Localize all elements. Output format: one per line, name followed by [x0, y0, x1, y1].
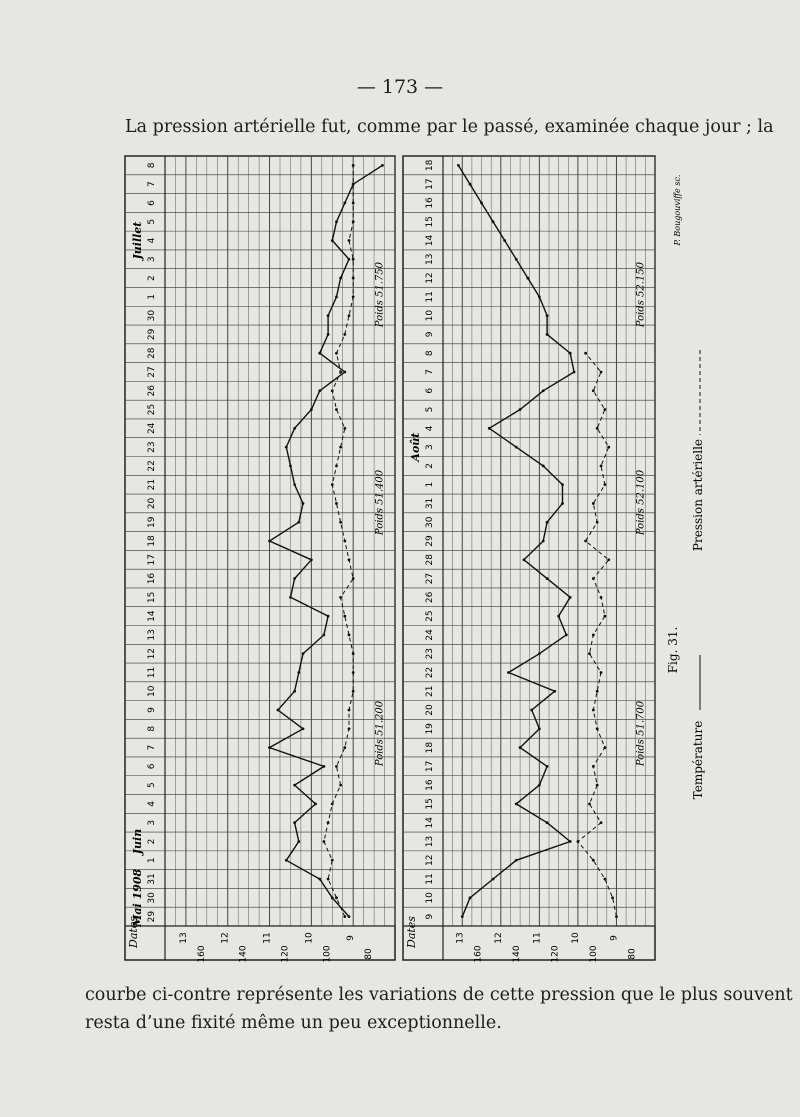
pression-point [488, 427, 491, 430]
ta-tick-label: 10 [570, 932, 581, 944]
date-tick-label: 8 [147, 162, 157, 169]
temperature-point [348, 558, 351, 561]
date-tick-label: 22 [425, 666, 435, 679]
temperature-point [592, 502, 595, 505]
temperature-point [343, 915, 346, 918]
pression-point [557, 615, 560, 618]
date-tick-label: 19 [147, 516, 157, 528]
temperature-point [603, 878, 606, 881]
pression-point [302, 727, 305, 730]
temperature-point [600, 464, 603, 467]
pression-point [343, 371, 346, 374]
date-tick-label: 13 [147, 629, 157, 641]
temperature-point [352, 277, 355, 280]
pression-point [569, 352, 572, 355]
temperature-point [592, 765, 595, 768]
temperature-point [323, 840, 326, 843]
pression-point [327, 615, 330, 618]
date-tick-label: 11 [425, 291, 435, 303]
date-tick-label: 22 [147, 460, 157, 472]
date-tick-label: 17 [147, 554, 157, 566]
date-tick-label: 29 [425, 535, 435, 547]
date-tick-label: 17 [425, 178, 435, 190]
date-tick-label: 1 [147, 857, 157, 864]
pression-point [538, 727, 541, 730]
date-tick-label: 9 [147, 707, 157, 713]
pression-point [538, 652, 541, 655]
pression-point [327, 333, 330, 336]
temperature-point [335, 502, 338, 505]
temperature-point [600, 371, 603, 374]
temperature-point [600, 596, 603, 599]
pression-point [323, 634, 326, 637]
pression-point [542, 464, 545, 467]
pression-point [542, 540, 545, 543]
temperature-point [607, 558, 610, 561]
temperature-point [335, 765, 338, 768]
date-tick-label: 1 [425, 481, 435, 488]
temperature-point [352, 295, 355, 298]
temperature-point [592, 389, 595, 392]
pression-point [546, 314, 549, 317]
pression-point [318, 878, 321, 881]
pression-point [546, 577, 549, 580]
ta-tick-label: 11 [532, 932, 543, 944]
temperature-point [352, 220, 355, 223]
rotated-chart-figure [95, 150, 735, 968]
temperature-point [352, 690, 355, 693]
temperature-point [335, 352, 338, 355]
temperature-point [592, 577, 595, 580]
date-tick-label: 12 [425, 854, 435, 866]
temperature-point [352, 652, 355, 655]
pression-line [270, 165, 386, 916]
date-tick-label: 29 [147, 910, 157, 923]
temperature-point [343, 427, 346, 430]
pression-point [327, 314, 330, 317]
pression-point [519, 746, 522, 749]
date-tick-label: 21 [425, 685, 435, 697]
temperature-point [588, 652, 591, 655]
date-tick-label: 6 [147, 763, 157, 770]
pression-point [318, 389, 321, 392]
pression-point [519, 408, 522, 411]
pression-point [515, 446, 518, 449]
pression-point [293, 427, 296, 430]
date-tick-label: 25 [147, 403, 157, 416]
date-tick-label: 9 [425, 331, 435, 338]
pression-point [546, 333, 549, 336]
temperature-point [352, 671, 355, 674]
temperature-point [352, 164, 355, 167]
legend-pression: Pression artérielle [691, 438, 705, 552]
date-tick-label: 5 [425, 406, 435, 413]
date-tick-label: 28 [147, 347, 157, 359]
date-tick-label: 20 [425, 704, 435, 716]
date-tick-label: 5 [147, 218, 157, 225]
pression-point [461, 915, 464, 918]
pression-point [507, 671, 510, 674]
pression-point [546, 521, 549, 524]
pression-point [293, 784, 296, 787]
pression-point [289, 464, 292, 467]
temperature-point [603, 746, 606, 749]
date-tick-label: 23 [425, 647, 435, 660]
temperature-point [331, 389, 334, 392]
pression-point [515, 258, 518, 261]
pression-point [310, 558, 313, 561]
p-tick-label: 80 [627, 948, 638, 960]
pression-point [331, 239, 334, 242]
pression-point [515, 859, 518, 862]
date-tick-label: 2 [147, 275, 157, 281]
pression-point [546, 765, 549, 768]
pression-point [480, 202, 483, 205]
pression-point [457, 164, 460, 167]
pression-point [542, 389, 545, 392]
date-tick-label: 5 [147, 782, 157, 789]
month-label: Mai 1908 [131, 868, 144, 927]
panel-frame [403, 156, 655, 963]
temperature-point [339, 784, 342, 787]
date-tick-label: 14 [147, 610, 157, 622]
temperature-point [603, 483, 606, 486]
temperature-point [603, 615, 606, 618]
date-tick-label: 7 [425, 369, 435, 375]
temperature-point [584, 352, 587, 355]
pression-point [469, 896, 472, 899]
temperature-point [348, 239, 351, 242]
date-tick-label: 20 [147, 497, 157, 510]
header-dates: Dates [405, 916, 418, 948]
weight-annotation: Poids 51.200 [374, 700, 386, 767]
pression-point [553, 690, 556, 693]
temperature-point [603, 408, 606, 411]
temperature-point [596, 727, 599, 730]
ta-tick-label: 12 [493, 932, 504, 944]
pression-point [293, 577, 296, 580]
pression-point [530, 709, 533, 712]
date-tick-label: 31 [425, 497, 435, 510]
pression-point [348, 258, 351, 261]
pression-point [526, 277, 529, 280]
temperature-point [339, 596, 342, 599]
ta-tick-label: 13 [455, 932, 466, 944]
temperature-point [596, 784, 599, 787]
date-tick-label: 26 [425, 591, 435, 604]
pression-point [268, 746, 271, 749]
weight-annotation: Poids 51.700 [635, 700, 647, 767]
date-tick-label: 8 [147, 725, 157, 732]
date-tick-label: 10 [425, 892, 435, 904]
date-tick-label: 24 [147, 422, 157, 435]
temperature-point [335, 896, 338, 899]
temperature-point [343, 615, 346, 618]
temperature-point [600, 821, 603, 824]
date-tick-label: 23 [147, 441, 157, 453]
temperature-point [607, 446, 610, 449]
figure-caption: Fig. 31. [666, 626, 680, 674]
date-tick-label: 3 [425, 444, 435, 450]
date-tick-label: 18 [425, 159, 435, 172]
date-tick-label: 15 [425, 798, 435, 810]
p-tick-label: 100 [588, 945, 599, 963]
p-tick-label: 80 [364, 948, 375, 960]
pression-point [523, 558, 526, 561]
pression-point [285, 446, 288, 449]
body-text-top: La pression artérielle fut, comme par le passé, examinée chaque jour ; la [125, 117, 774, 137]
weight-annotation: Poids 51.400 [374, 469, 386, 536]
legend-temperature: Température [691, 720, 705, 800]
temperature-point [352, 202, 355, 205]
date-tick-label: 4 [147, 801, 157, 807]
temperature-point [335, 408, 338, 411]
temperature-point [611, 896, 614, 899]
pression-point [289, 596, 292, 599]
date-tick-label: 15 [425, 216, 435, 228]
temperature-point [348, 709, 351, 712]
date-tick-label: 24 [425, 629, 435, 641]
date-tick-label: 4 [147, 237, 157, 244]
p-tick-label: 160 [473, 945, 484, 963]
month-label: Juin [131, 828, 144, 855]
weight-annotation: Poids 52.100 [635, 469, 647, 536]
body-text-bottom-2: resta d’une fixité même un peu exceptionnelle. [85, 1013, 502, 1033]
p-tick-label: 100 [322, 945, 333, 963]
date-tick-label: 30 [147, 892, 157, 904]
date-tick-label: 12 [425, 272, 435, 284]
pression-point [323, 765, 326, 768]
pression-point [492, 878, 495, 881]
date-tick-label: 13 [425, 835, 435, 848]
pression-point [302, 502, 305, 505]
figure-side-labels [666, 175, 705, 800]
pression-point [348, 915, 351, 918]
pression-point [381, 164, 384, 167]
p-tick-label: 140 [511, 945, 522, 963]
temperature-point [348, 727, 351, 730]
temperature-point [592, 709, 595, 712]
temperature-point [588, 803, 591, 806]
date-tick-label: 16 [425, 779, 435, 791]
date-tick-label: 9 [425, 913, 435, 920]
date-tick-label: 10 [425, 309, 435, 322]
pression-point [297, 521, 300, 524]
pression-point [469, 183, 472, 186]
pression-point [565, 634, 568, 637]
date-tick-label: 4 [425, 425, 435, 432]
temperature-point [339, 371, 342, 374]
temperature-point [352, 183, 355, 186]
weight-annotation: Poids 51.750 [374, 261, 386, 328]
date-tick-label: 7 [147, 744, 157, 751]
date-tick-label: 30 [147, 309, 157, 322]
pression-point [569, 596, 572, 599]
date-tick-label: 2 [425, 463, 435, 469]
pression-point [293, 821, 296, 824]
pression-point [492, 220, 495, 223]
pression-point [314, 803, 317, 806]
pression-point [538, 784, 541, 787]
pression-point [569, 840, 572, 843]
date-tick-label: 3 [147, 819, 157, 826]
pression-point [302, 652, 305, 655]
pression-point [318, 352, 321, 355]
pression-point [293, 483, 296, 486]
temperature-point [352, 258, 355, 261]
pression-point [546, 821, 549, 824]
pression-point [561, 483, 564, 486]
pression-point [285, 859, 288, 862]
p-tick-label: 120 [550, 945, 561, 963]
temperature-point [348, 314, 351, 317]
temperature-point [343, 540, 346, 543]
date-tick-label: 16 [425, 197, 435, 209]
temperature-point [331, 803, 334, 806]
date-tick-label: 3 [147, 256, 157, 263]
date-tick-label: 18 [425, 741, 435, 754]
date-tick-label: 27 [147, 366, 157, 378]
date-tick-label: 19 [425, 723, 435, 735]
temperature-point [352, 577, 355, 580]
date-tick-label: 12 [147, 647, 157, 660]
temperature-point [596, 690, 599, 693]
date-tick-label: 28 [425, 554, 435, 566]
pression-point [339, 277, 342, 280]
weight-annotation: Poids 52.150 [635, 261, 647, 328]
date-tick-label: 1 [147, 293, 157, 300]
date-tick-label: 13 [425, 253, 435, 266]
date-tick-label: 6 [147, 200, 157, 206]
temperature-point [327, 878, 330, 881]
p-tick-label: 140 [238, 945, 249, 963]
pression-point [335, 220, 338, 223]
pression-point [573, 371, 576, 374]
temperature-point [596, 521, 599, 524]
temperature-point [343, 746, 346, 749]
p-tick-label: 120 [280, 945, 291, 963]
pression-point [515, 803, 518, 806]
temperature-point [592, 859, 595, 862]
date-tick-label: 18 [147, 535, 157, 547]
pression-point [277, 709, 280, 712]
temperature-point [577, 840, 580, 843]
date-tick-label: 30 [425, 516, 435, 528]
pression-point [297, 840, 300, 843]
pression-point [297, 671, 300, 674]
pression-point [310, 408, 313, 411]
chart-panel-2 [403, 156, 655, 963]
engraver-signature: P. Bougouviffe sc. [673, 174, 682, 246]
month-label: Juillet [131, 221, 144, 260]
ta-tick-label: 12 [220, 932, 231, 944]
date-tick-label: 6 [425, 387, 435, 394]
body-text-bottom-1: courbe ci-contre représente les variations de cette pression que le plus souvent [85, 985, 793, 1005]
date-tick-label: 10 [147, 685, 157, 697]
pression-point [331, 896, 334, 899]
pression-point [503, 239, 506, 242]
p-tick-label: 160 [196, 945, 207, 963]
pression-point [293, 690, 296, 693]
page-number: — 173 — [356, 76, 444, 98]
date-tick-label: 15 [147, 591, 157, 604]
date-tick-label: 29 [147, 328, 157, 341]
month-label: Août [409, 432, 422, 462]
temperature-point [348, 634, 351, 637]
pression-point [268, 540, 271, 543]
temperature-point [339, 521, 342, 524]
temperature-point [596, 427, 599, 430]
ta-tick-label: 9 [346, 935, 357, 941]
temperature-point [600, 671, 603, 674]
temperature-point [343, 333, 346, 336]
date-tick-label: 8 [425, 350, 435, 357]
pression-point [561, 502, 564, 505]
date-tick-label: 2 [147, 838, 157, 845]
date-tick-label: 26 [147, 385, 157, 397]
temperature-point [339, 446, 342, 449]
date-tick-label: 11 [147, 666, 157, 679]
pression-point [335, 295, 338, 298]
header-dates: Dates [127, 916, 140, 948]
date-tick-label: 14 [425, 816, 435, 829]
date-tick-label: 25 [425, 610, 435, 622]
temperature-point [592, 634, 595, 637]
temperature-point [327, 821, 330, 824]
pression-point [538, 295, 541, 298]
temperature-point [615, 915, 618, 918]
date-tick-label: 17 [425, 760, 435, 773]
date-tick-label: 11 [425, 873, 435, 885]
temperature-point [335, 464, 338, 467]
temperature-point [584, 540, 587, 543]
date-tick-label: 31 [147, 873, 157, 885]
ta-tick-label: 13 [178, 932, 189, 944]
date-tick-label: 16 [147, 572, 157, 585]
date-tick-label: 14 [425, 234, 435, 247]
date-tick-label: 7 [147, 181, 157, 188]
ta-tick-label: 9 [609, 935, 620, 941]
ta-tick-label: 11 [262, 932, 273, 944]
ta-tick-label: 10 [304, 932, 315, 944]
temperature-line [324, 165, 353, 916]
pression-point [343, 202, 346, 205]
date-tick-label: 21 [147, 478, 157, 491]
temperature-point [331, 859, 334, 862]
temperature-point [331, 483, 334, 486]
chart-panel-1 [125, 156, 395, 963]
date-tick-label: 27 [425, 572, 435, 585]
